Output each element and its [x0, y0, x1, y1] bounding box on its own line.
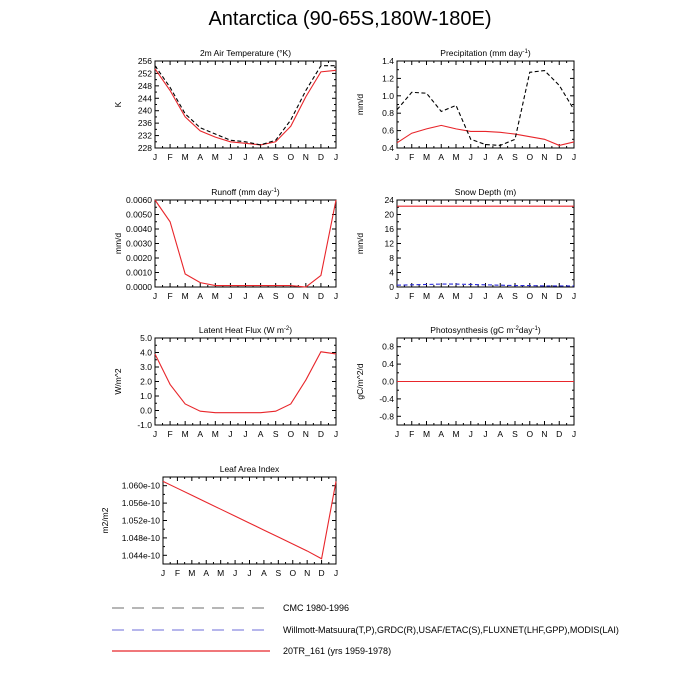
x-tick-label: J — [468, 429, 473, 439]
x-tick-label: N — [541, 152, 548, 162]
x-tick-label: M — [211, 152, 219, 162]
y-tick-label: 0.0060 — [126, 195, 152, 205]
y-tick-label: 1.056e-10 — [121, 498, 160, 509]
panel-title: Precipitation (mm day$^{-1}$) — [440, 48, 531, 58]
y-tick-label: 0.0020 — [126, 253, 152, 263]
y-tick-label: 0.0050 — [126, 209, 152, 220]
x-tick-label: A — [257, 429, 264, 439]
x-tick-label: D — [318, 568, 325, 578]
panel-title: Runoff (mm day$^{-1}$) — [211, 187, 280, 197]
y-tick-label: 1.060e-10 — [121, 480, 160, 491]
legend — [112, 603, 619, 656]
x-tick-label: J — [228, 429, 233, 439]
y-tick-label: 0.0000 — [126, 282, 152, 292]
x-tick-label: S — [272, 152, 279, 162]
x-tick-label: J — [333, 152, 339, 162]
y-tick-label: 256 — [137, 56, 152, 66]
x-tick-label: A — [197, 429, 204, 439]
y-tick-label: -1.0 — [137, 420, 152, 430]
x-tick-label: J — [468, 291, 473, 301]
page-title: Antarctica (90-65S,180W-180E) — [208, 8, 492, 30]
x-tick-label: J — [247, 568, 252, 578]
series-line-model — [397, 125, 574, 145]
y-tick-label: -0.4 — [379, 393, 394, 404]
x-tick-label: A — [497, 152, 504, 162]
x-tick-label: O — [526, 429, 534, 439]
y-tick-label: 0.0010 — [126, 267, 152, 278]
y-axis-label: W/m^2 — [113, 368, 123, 395]
y-axis-label: gC/m^2/d — [355, 363, 365, 400]
y-tick-label: 1.044e-10 — [121, 550, 160, 561]
plot-frame — [155, 61, 336, 148]
x-tick-label: J — [243, 152, 248, 162]
x-tick-label: J — [394, 152, 400, 162]
x-tick-label: J — [483, 152, 488, 162]
x-tick-label: F — [409, 291, 415, 301]
y-tick-label: 0.4 — [382, 143, 394, 153]
x-tick-label: A — [438, 152, 445, 162]
x-tick-label: J — [228, 152, 233, 162]
x-tick-label: O — [287, 152, 295, 162]
x-tick-label: F — [409, 152, 415, 162]
y-tick-label: 2.0 — [140, 376, 152, 387]
x-tick-label: A — [197, 291, 204, 301]
y-tick-label: 4.0 — [140, 347, 152, 358]
y-tick-label: 1.0 — [140, 391, 152, 401]
x-tick-label: J — [243, 429, 248, 439]
x-tick-label: S — [512, 291, 518, 301]
y-tick-label: 12 — [384, 238, 394, 249]
x-tick-label: A — [257, 152, 264, 162]
panel-photosynthesis — [355, 325, 576, 439]
x-tick-label: D — [556, 152, 563, 162]
y-tick-label: 5.0 — [140, 333, 152, 343]
y-tick-label: 0.8 — [382, 341, 394, 352]
x-tick-label: A — [257, 291, 264, 301]
y-tick-label: 24 — [384, 195, 394, 205]
x-tick-label: J — [571, 429, 577, 439]
y-tick-label: 0.6 — [382, 125, 394, 136]
x-tick-label: M — [181, 429, 189, 439]
x-tick-label: A — [197, 152, 204, 162]
x-tick-label: N — [541, 429, 548, 439]
plot-frame — [163, 477, 336, 564]
x-tick-label: J — [160, 568, 166, 578]
plot-frame — [155, 200, 336, 287]
panel-title: 2m Air Temperature (°K) — [199, 48, 292, 58]
x-tick-label: S — [275, 568, 282, 578]
y-tick-label: 240 — [137, 105, 152, 116]
y-axis-label: m2/m2 — [100, 507, 110, 534]
y-tick-label: 8 — [389, 253, 394, 263]
y-tick-label: 228 — [137, 143, 152, 153]
panel-precipitation — [355, 48, 576, 162]
series-line-obs — [397, 71, 574, 146]
x-tick-label: A — [261, 568, 267, 578]
x-tick-label: J — [468, 152, 473, 162]
x-tick-label: J — [152, 152, 158, 162]
x-tick-label: M — [422, 429, 431, 439]
x-tick-label: O — [289, 568, 297, 578]
x-tick-label: J — [394, 291, 400, 301]
x-tick-label: O — [287, 291, 295, 301]
legend-label-willmott: Willmott-Matsuura(T,P),GRDC(R),USAF/ETAC(S),FLUXNET(LHF,GPP),MODIS(LAI) — [283, 625, 619, 635]
panel-title: Latent Heat Flux (W $m^{-2}$) — [198, 325, 293, 335]
x-tick-label: D — [317, 152, 324, 162]
x-tick-label: F — [167, 152, 173, 162]
x-tick-label: D — [556, 291, 563, 301]
y-tick-label: 1.2 — [382, 73, 394, 84]
legend-label-model: 20TR_161 (yrs 1959-1978) — [283, 646, 392, 656]
plot-frame — [397, 200, 574, 287]
panel-title: Leaf Area Index — [219, 464, 280, 474]
y-tick-label: 244 — [137, 93, 152, 104]
panel-air-temperature — [113, 48, 338, 162]
x-tick-label: J — [232, 568, 238, 578]
x-tick-label: J — [333, 568, 339, 578]
panel-latent-heat-flux — [113, 325, 338, 439]
x-tick-label: J — [152, 291, 158, 301]
panel-title: Photosynthesis (gC $m^{-2}day^{-1}$) — [430, 325, 541, 335]
x-tick-label: F — [167, 291, 173, 301]
y-tick-label: 3.0 — [140, 362, 152, 372]
x-tick-label: F — [167, 429, 173, 439]
y-axis-label: K — [113, 101, 123, 108]
y-axis-label: mm/d — [355, 232, 365, 255]
y-tick-label: 16 — [384, 224, 394, 234]
x-tick-label: N — [302, 291, 309, 301]
x-tick-label: J — [228, 291, 233, 301]
y-tick-label: 248 — [137, 80, 152, 91]
x-tick-label: J — [152, 429, 158, 439]
series-line-model — [155, 200, 336, 287]
x-tick-label: F — [174, 568, 181, 578]
y-tick-label: 20 — [384, 209, 394, 220]
y-tick-label: 1.4 — [382, 56, 394, 66]
plot-frame — [155, 338, 336, 425]
y-tick-label: 0.4 — [382, 359, 394, 370]
series-line-model — [163, 481, 336, 558]
y-tick-label: 0.0030 — [126, 238, 152, 249]
x-tick-label: O — [526, 291, 534, 301]
series-line-obs — [155, 66, 336, 145]
y-tick-label: 0.0040 — [126, 224, 152, 234]
x-tick-label: M — [452, 429, 460, 439]
x-tick-label: S — [272, 429, 279, 439]
y-tick-label: 0.0 — [382, 376, 394, 387]
x-tick-label: J — [571, 291, 577, 301]
panel-snow-depth — [355, 187, 576, 301]
x-tick-label: M — [211, 291, 219, 301]
x-tick-label: O — [526, 152, 534, 162]
x-tick-label: J — [333, 291, 339, 301]
x-tick-label: N — [304, 568, 311, 578]
legend-label-cmc: CMC 1980-1996 — [283, 603, 350, 613]
x-tick-label: J — [571, 152, 577, 162]
x-tick-label: M — [422, 152, 431, 162]
x-tick-label: J — [394, 429, 400, 439]
series-line-model — [155, 69, 336, 145]
y-tick-label: 252 — [137, 68, 152, 79]
y-tick-label: 0 — [389, 282, 394, 292]
panel-leaf-area-index — [100, 464, 338, 578]
x-tick-label: M — [181, 291, 189, 301]
y-tick-label: 1.052e-10 — [121, 515, 160, 526]
x-tick-label: S — [272, 291, 279, 301]
y-tick-label: 0.8 — [382, 108, 394, 119]
x-tick-label: M — [211, 429, 219, 439]
x-tick-label: N — [541, 291, 548, 301]
x-tick-label: D — [317, 429, 324, 439]
x-tick-label: D — [556, 429, 563, 439]
x-tick-label: A — [497, 291, 504, 301]
y-axis-label: mm/d — [355, 93, 365, 116]
y-tick-label: 1.048e-10 — [121, 532, 160, 543]
x-tick-label: N — [302, 152, 309, 162]
x-tick-label: O — [287, 429, 295, 439]
x-tick-label: A — [203, 568, 210, 578]
x-tick-label: M — [181, 152, 189, 162]
x-tick-label: D — [317, 291, 324, 301]
series-line-model — [155, 352, 336, 413]
x-tick-label: M — [188, 568, 196, 578]
x-tick-label: M — [452, 152, 460, 162]
panel-runoff — [113, 187, 338, 301]
y-tick-label: -0.8 — [379, 411, 394, 422]
x-tick-label: A — [438, 429, 445, 439]
x-tick-label: J — [483, 291, 488, 301]
x-tick-label: M — [452, 291, 460, 301]
x-tick-label: M — [217, 568, 225, 578]
x-tick-label: A — [438, 291, 445, 301]
x-tick-label: A — [497, 429, 504, 439]
y-tick-label: 232 — [137, 130, 152, 141]
x-tick-label: J — [483, 429, 488, 439]
y-tick-label: 0.0 — [140, 405, 152, 416]
x-tick-label: S — [512, 429, 518, 439]
x-tick-label: J — [333, 429, 339, 439]
x-tick-label: N — [302, 429, 309, 439]
x-tick-label: F — [409, 429, 415, 439]
y-axis-label: mm/d — [113, 232, 123, 255]
panel-title: Snow Depth (m) — [454, 187, 517, 197]
y-tick-label: 1.0 — [382, 90, 394, 101]
x-tick-label: M — [422, 291, 431, 301]
y-tick-label: 4 — [389, 267, 394, 278]
x-tick-label: S — [512, 152, 518, 162]
x-tick-label: J — [243, 291, 248, 301]
y-tick-label: 236 — [137, 118, 152, 129]
